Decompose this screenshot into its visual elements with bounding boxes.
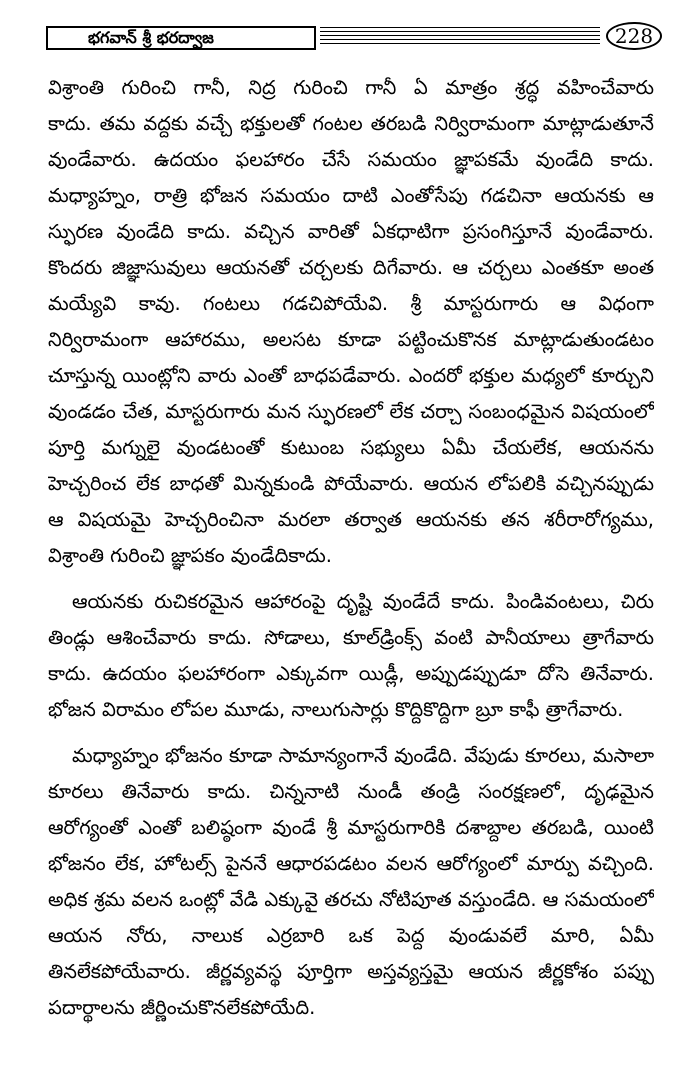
- text-line: పదార్థాలను జీర్ణించుకొనలేకపోయేది.: [48, 996, 316, 1019]
- text-line: స్ఫురణ వుండేది కాదు. వచ్చిన వారితో ఏకధాటిగా ప్రసంగిస్తూనే వుండేవారు.: [48, 220, 654, 243]
- text-line: ఆయనకు రుచికరమైన ఆహారంపై దృష్టి వుండేదే కాదు. పిండివంటలు, చిరు: [72, 590, 654, 613]
- text-line: భోజన విరామం లోపల మూడు, నాలుగుసార్లు కొద్దికొద్దిగా బ్రూ కాఫీ త్రాగేవారు.: [48, 698, 624, 721]
- text-line: వుండడం చేత, మాస్టరుగారు మన స్ఫురణలో లేక చర్చా సంబంధమైన విషయంలో: [48, 400, 654, 423]
- text-line: విశ్రాంతి గురించి జ్ఞాపకం వుండేదికాదు.: [48, 544, 332, 567]
- body-text: [48, 70, 654, 1026]
- text-line: తినలేకపోయేవారు. జీర్ణవ్యవస్థ పూర్తిగా అస్తవ్యస్తమై ఆయన జీర్ణకోశం పప్పు: [48, 960, 654, 983]
- text-line: చూస్తున్న యింట్లోని వారు ఎంతో బాధపడేవారు. ఎందరో భక్తుల మధ్యలో కూర్చుని: [48, 364, 654, 387]
- text-line: హెచ్చరించ లేక బాధతో మిన్నకుండి పోయేవారు. ఆయన లోపలికి వచ్చినప్పుడు: [48, 472, 654, 495]
- header-rule-lines: [320, 26, 600, 50]
- text-line: విశ్రాంతి గురించి గానీ, నిద్ర గురించి గానీ ఏ మాత్రం శ్రద్ధ వహించేవారు: [48, 76, 654, 99]
- text-line: కాదు. తమ వద్దకు వచ్చే భక్తులతో గంటల తరబడి నిర్విరామంగా మాట్లాడుతూనే: [48, 112, 654, 135]
- text-line: ఆరోగ్యంతో ఎంతో బలిష్ఠంగా వుండే శ్రీ మాస్టరుగారికి దశాబ్దాల తరబడి, యింటి: [48, 816, 654, 839]
- book-title: భగవాన్ శ్రీ భరద్వాజ: [46, 26, 316, 50]
- text-line: వుండేవారు. ఉదయం ఫలహారం చేసే సమయం జ్ఞాపకమే వుండేది కాదు.: [48, 148, 654, 171]
- text-line: కొందరు జిజ్ఞాసువులు ఆయనతో చర్చలకు దిగేవారు. ఆ చర్చలు ఎంతకూ అంత: [48, 256, 654, 279]
- text-line: నిర్విరామంగా ఆహారము, అలసట కూడా పట్టించుకొనక మాట్లాడుతుండటం: [48, 328, 654, 351]
- text-line: ఆ విషయమై హెచ్చరించినా మరలా తర్వాత ఆయనకు తన శరీరారోగ్యము,: [48, 508, 654, 531]
- text-line: పూర్తి మగ్నులై వుండటంతో కుటుంబ సభ్యులు ఏమీ చేయలేక, ఆయనను: [48, 436, 654, 459]
- paragraph-2: [48, 584, 654, 728]
- text-line: ఆయన నోరు, నాలుక ఎర్రబారి ఒక పెద్ద వుండువలే మారి, ఏమీ: [48, 924, 654, 947]
- text-line: కాదు. ఉదయం ఫలహారంగా ఎక్కువగా యిడ్లీ, అప్పుడప్పుడూ దోసె తినేవారు.: [48, 662, 654, 685]
- text-line: మయ్యేవి కావు. గంటలు గడచిపోయేవి. శ్రీ మాస్టరుగారు ఆ విధంగా: [48, 292, 654, 315]
- text-line: మధ్యాహ్నం, రాత్రి భోజన సమయం దాటి ఎంతోసేపు గడచినా ఆయనకు ఆ: [48, 184, 654, 207]
- text-line: తిండ్లు ఆశించేవారు కాదు. సోడాలు, కూల్‌డ్రింక్స్ వంటి పానీయాలు త్రాగేవారు: [48, 626, 654, 649]
- text-line: భోజనం లేక, హోటల్స్ పైననే ఆధారపడటం వలన ఆరోగ్యంలో మార్పు వచ్చింది.: [48, 852, 654, 875]
- paragraph-3: [48, 738, 654, 1026]
- text-line: కూరలు తినేవారు కాదు. చిన్ననాటి నుండీ తండ్రి సంరక్షణలో, దృఢమైన: [48, 780, 654, 803]
- text-line: అధిక శ్రమ వలన ఒంట్లో వేడి ఎక్కువై తరచు నోటిపూత వస్తుండేది. ఆ సమయంలో: [48, 888, 654, 911]
- text-line: మధ్యాహ్నం భోజనం కూడా సామాన్యంగానే వుండేది. వేపుడు కూరలు, మసాలా: [72, 744, 654, 767]
- running-header: [46, 26, 658, 52]
- paragraph-1: [48, 70, 654, 574]
- page-number: 228: [606, 22, 662, 50]
